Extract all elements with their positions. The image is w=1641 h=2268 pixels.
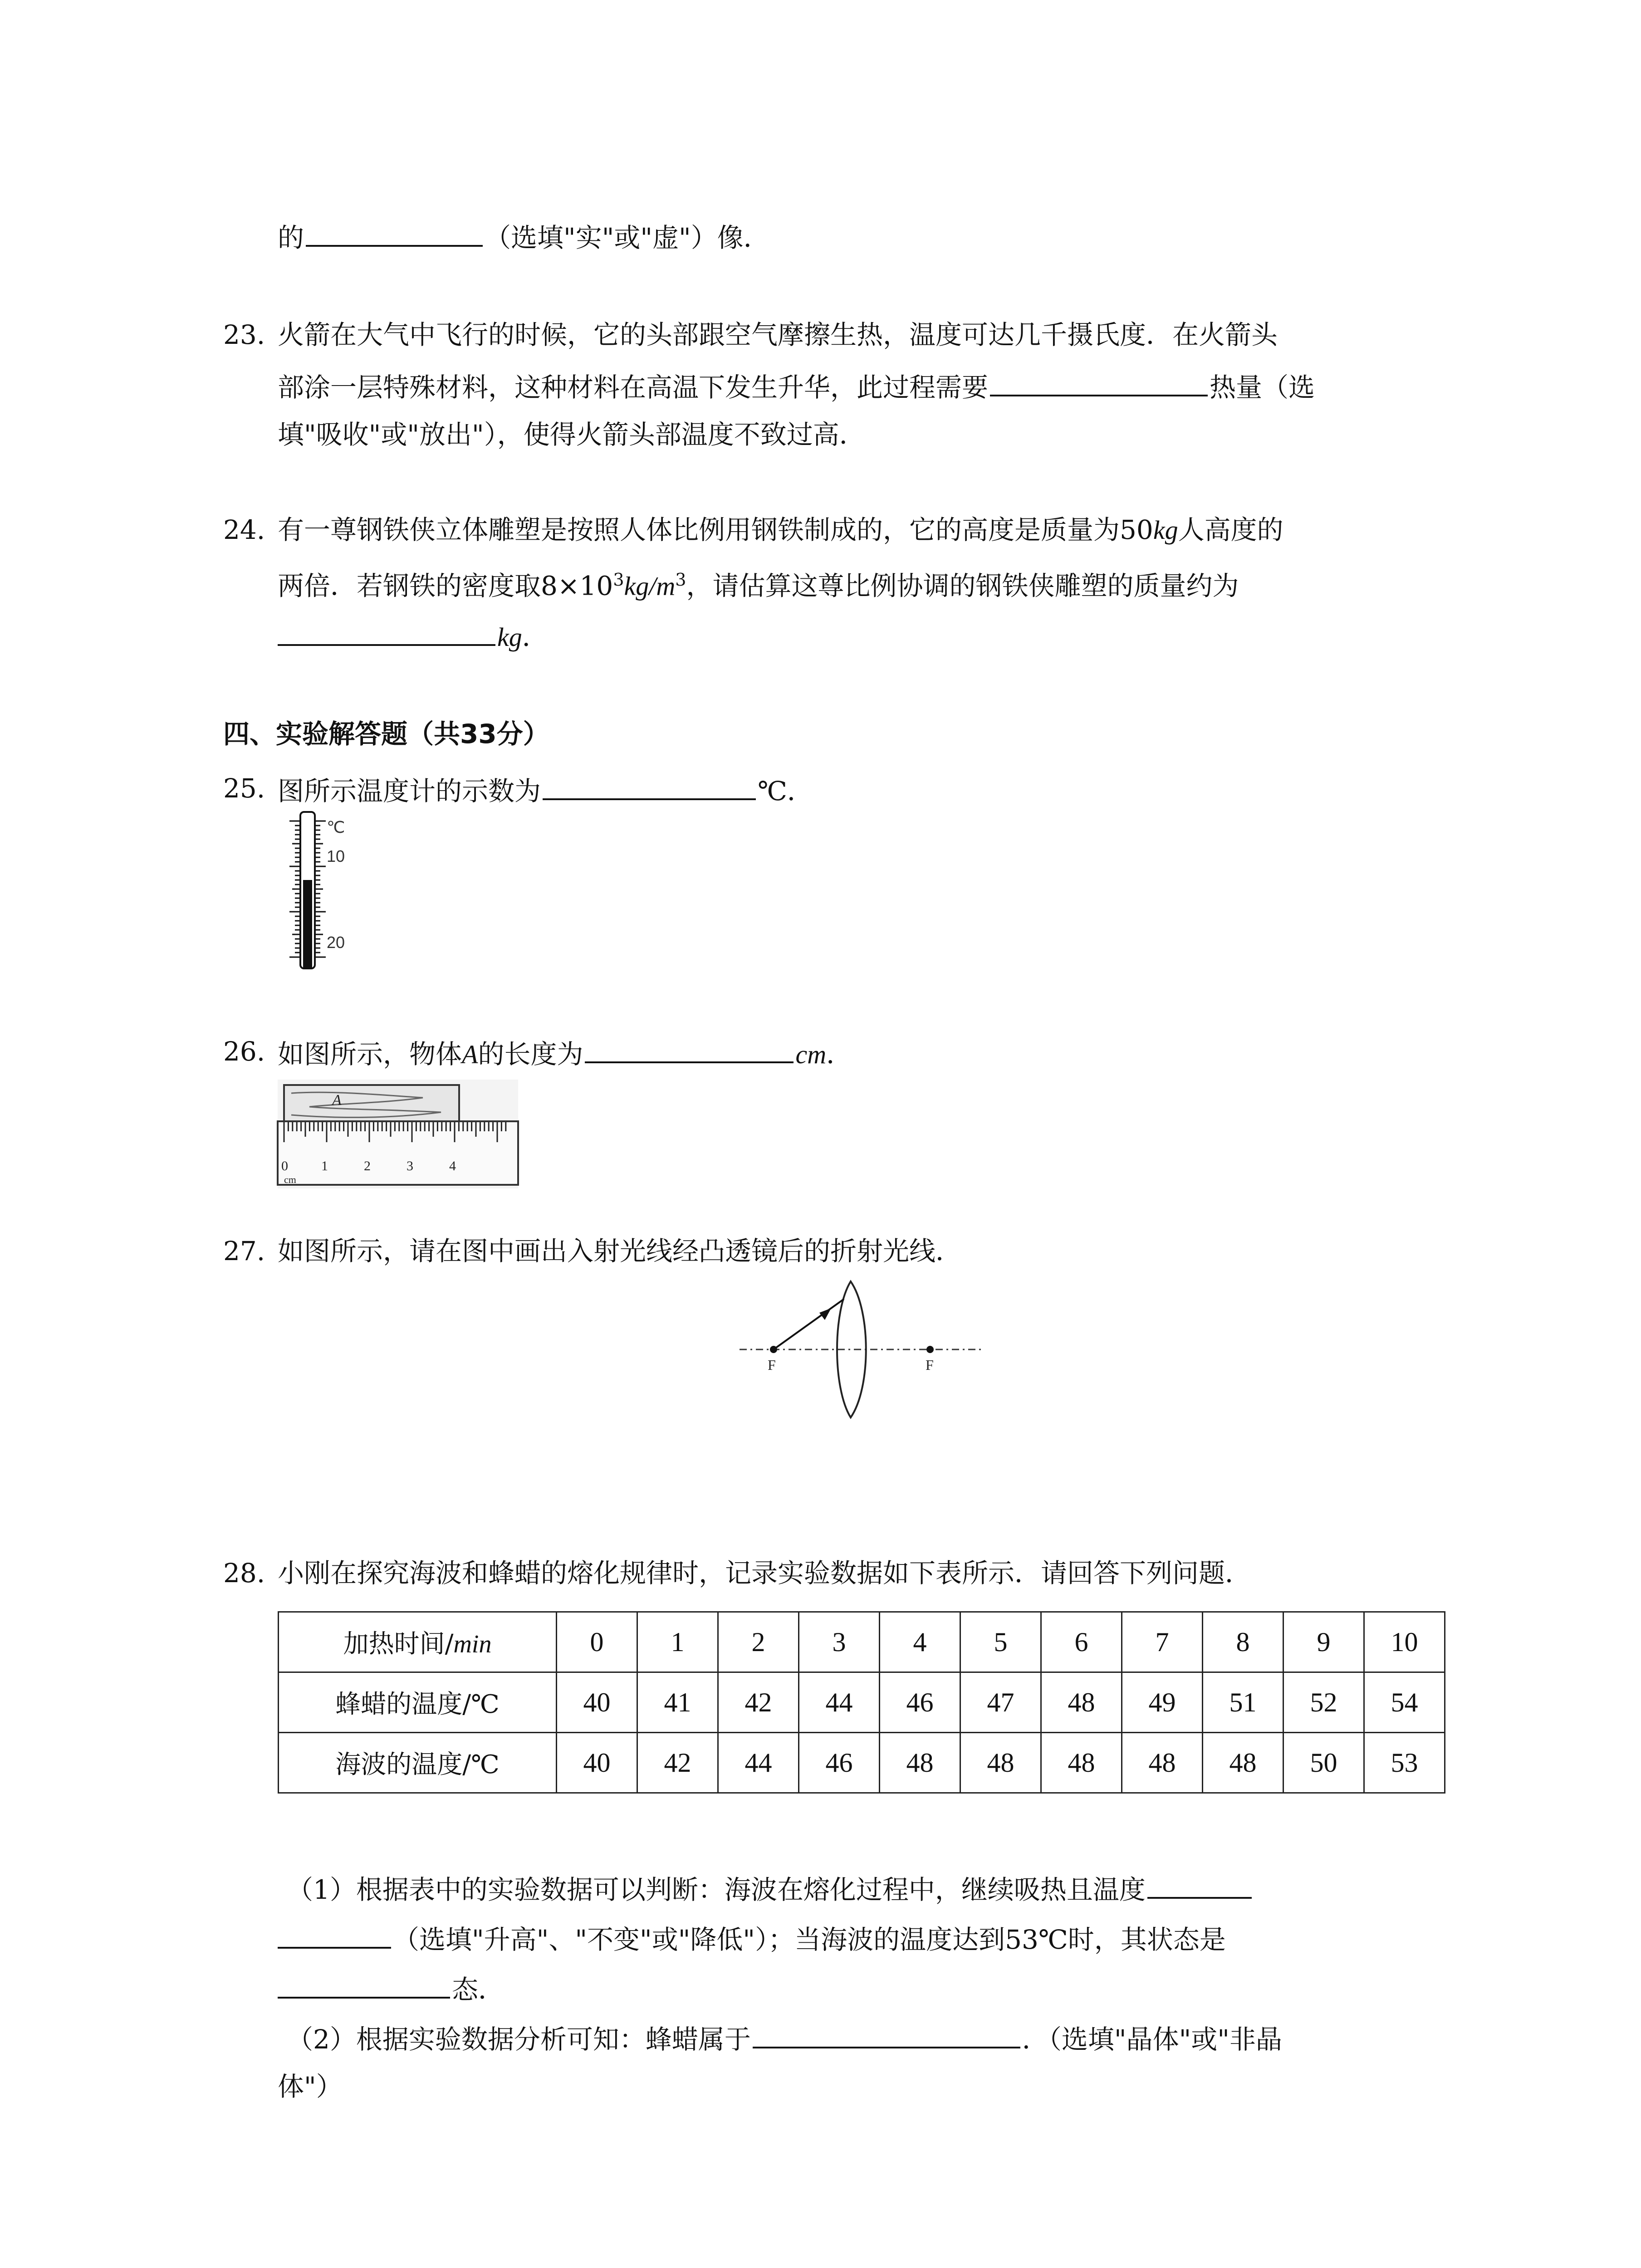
question-23-number: 23. (223, 319, 265, 350)
thermometer-unit-label: ℃ (327, 818, 345, 836)
table-cell: 8 (1203, 1612, 1283, 1672)
q28-sub1-line-1 (287, 1869, 1254, 1908)
table-cell: 50 (1283, 1733, 1364, 1793)
answer-blank[interactable] (278, 616, 495, 646)
table-cell: 54 (1364, 1672, 1445, 1733)
q24-line2-pre: 两倍．若钢铁的密度取 (278, 570, 541, 601)
table-cell: 48 (880, 1733, 960, 1793)
table-cell: 9 (1283, 1612, 1364, 1672)
question-24-line-1 (278, 512, 1283, 548)
table-row-label: 蜂蜡的温度/℃ (279, 1672, 557, 1733)
q26-object: A (462, 1040, 478, 1069)
table-cell: 44 (799, 1672, 880, 1733)
table-row-hypo (279, 1733, 1445, 1793)
question-23-line-1: 火箭在大气中飞行的时候，它的头部跟空气摩擦生热，温度可达几千摄氏度．在火箭头 (278, 319, 1278, 350)
q28-sub1-line-3 (278, 1969, 505, 2008)
ruler-figure (278, 1080, 518, 1188)
section-4-heading: 四、实验解答题（共33分） (223, 719, 549, 749)
ruler-tick-label-4: 4 (449, 1158, 456, 1173)
right-focus-point (926, 1346, 934, 1353)
q24-line2-post: ，请估算这尊比例协调的钢铁侠雕塑的质量约为 (686, 570, 1239, 601)
table-cell: 6 (1041, 1612, 1122, 1672)
q25-text-post: ℃． (758, 776, 813, 807)
q28-sub2-post: ．（选填"晶体"或"非晶 (1022, 2024, 1282, 2055)
q28-sub1-line3-text: 态． (452, 1974, 505, 2005)
question-27-text: 如图所示，请在图中画出入射光线经凸透镜后的折射光线． (278, 1236, 962, 1266)
question-26-number: 26. (223, 1036, 265, 1067)
q24-line1-pre: 有一尊钢铁侠立体雕塑是按照人体比例用钢铁制成的，它的高度是质量为 (278, 514, 1120, 545)
q24-unit-kg: kg (1153, 515, 1178, 545)
table-row-label: 海波的温度/℃ (279, 1733, 557, 1793)
table-cell: 48 (1041, 1672, 1122, 1733)
table-cell: 40 (557, 1733, 637, 1793)
table-header-unit: min (453, 1630, 492, 1658)
answer-blank[interactable] (278, 1919, 391, 1949)
table-cell: 49 (1122, 1672, 1203, 1733)
q24-line3-unit: kg (497, 622, 522, 652)
question-24-line-3 (278, 616, 549, 655)
q23-line2-pre: 部涂一层特殊材料，这种材料在高温下发生升华，此过程需要 (278, 372, 989, 403)
table-header-cell (279, 1612, 557, 1672)
q24-density-unit-exp: 3 (675, 570, 686, 590)
question-27-number: 27. (223, 1236, 265, 1266)
q24-density-unit: kg/m (624, 571, 676, 601)
thermometer-tick-label-10: 10 (327, 847, 345, 865)
table-cell: 48 (960, 1733, 1041, 1793)
q26-text-mid: 的长度为 (478, 1039, 583, 1070)
ruler-unit-label: cm (284, 1174, 296, 1185)
question-23-line-2 (278, 367, 1315, 406)
table-cell: 2 (718, 1612, 799, 1672)
q28-sub1-text: （1）根据表中的实验数据可以判断：海波在熔化过程中，继续吸热且温度 (287, 1874, 1146, 1905)
q24-mass: 50 (1120, 514, 1153, 545)
table-header-label: 加热时间/ (343, 1629, 454, 1659)
q24-density-exp: 3 (613, 570, 624, 590)
incident-ray (774, 1313, 825, 1349)
table-cell: 48 (1122, 1733, 1203, 1793)
question-28-text: 小刚在探究海波和蜂蜡的熔化规律时，记录实验数据如下表所示．请回答下列问题． (278, 1558, 1252, 1589)
melting-data-table (278, 1611, 1445, 1794)
question-25-number: 25. (223, 773, 265, 804)
table-row-beeswax (279, 1672, 1445, 1733)
answer-blank[interactable] (543, 770, 756, 800)
table-cell: 7 (1122, 1612, 1203, 1672)
convex-lens-figure (735, 1279, 989, 1424)
ruler-tick-label-1: 1 (321, 1158, 328, 1173)
table-cell: 1 (637, 1612, 718, 1672)
table-cell: 10 (1364, 1612, 1445, 1672)
question-25-text (278, 770, 813, 809)
table-cell: 41 (637, 1672, 718, 1733)
ruler-tick-label-3: 3 (407, 1158, 413, 1173)
table-cell: 51 (1203, 1672, 1283, 1733)
table-cell: 46 (880, 1672, 960, 1733)
thermometer-figure (272, 812, 390, 975)
right-focus-label: F (926, 1357, 934, 1373)
q23-line2-post: 热量（选 (1210, 372, 1315, 403)
answer-blank[interactable] (990, 367, 1208, 396)
q26-unit: cm (795, 1040, 827, 1069)
answer-blank[interactable] (1147, 1869, 1252, 1899)
table-cell: 46 (799, 1733, 880, 1793)
answer-blank[interactable] (585, 1033, 794, 1063)
q24-line3-end: ． (522, 621, 549, 652)
question-24-number: 24. (223, 514, 265, 545)
q28-sub2-line-1 (287, 2019, 1282, 2058)
object-a-label: A (332, 1092, 342, 1109)
q28-sub2-pre: （2）根据实验数据分析可知：蜂蜡属于 (287, 2024, 751, 2055)
left-focus-label: F (768, 1357, 776, 1373)
table-cell: 3 (799, 1612, 880, 1672)
table-cell: 4 (880, 1612, 960, 1672)
table-cell: 42 (637, 1733, 718, 1793)
question-28-number: 28. (223, 1558, 265, 1589)
table-cell: 48 (1041, 1733, 1122, 1793)
table-cell: 42 (718, 1672, 799, 1733)
table-row-time (279, 1612, 1445, 1672)
table-cell: 5 (960, 1612, 1041, 1672)
table-cell: 47 (960, 1672, 1041, 1733)
table-cell: 48 (1203, 1733, 1283, 1793)
q28-sub1-line2-text: （选填"升高"、"不变"或"降低"）；当海波的温度达到53℃时，其状态是 (393, 1924, 1226, 1955)
table-cell: 0 (557, 1612, 637, 1672)
q25-text-pre: 图所示温度计的示数为 (278, 776, 541, 807)
table-cell: 53 (1364, 1733, 1445, 1793)
fragment-prefix: 的 (278, 222, 304, 253)
table-cell: 40 (557, 1672, 637, 1733)
q26-text-end: ． (826, 1039, 853, 1070)
q24-density-base: 8×10 (541, 570, 613, 601)
question-23-line-3: 填"吸收"或"放出"），使得火箭头部温度不致过高． (278, 419, 866, 450)
answer-blank[interactable] (753, 2019, 1020, 2048)
q24-line1-post: 人高度的 (1178, 514, 1283, 545)
answer-blank[interactable] (306, 217, 483, 247)
table-cell: 44 (718, 1733, 799, 1793)
answer-blank[interactable] (278, 1969, 450, 1999)
thermometer-tick-label-20: 20 (327, 933, 345, 952)
q26-text-pre: 如图所示，物体 (278, 1039, 462, 1070)
question-22-fragment (278, 217, 770, 256)
q28-sub1-line-2 (278, 1919, 1226, 1958)
question-24-line-2 (278, 562, 1239, 604)
question-26-text (278, 1033, 852, 1073)
ruler-tick-label-2: 2 (364, 1158, 371, 1173)
ruler-tick-label-0: 0 (281, 1158, 288, 1173)
fragment-suffix: （选填"实"或"虚"）像． (485, 222, 770, 253)
table-cell: 52 (1283, 1672, 1364, 1733)
q28-sub2-line-2: 体"） (278, 2071, 343, 2102)
